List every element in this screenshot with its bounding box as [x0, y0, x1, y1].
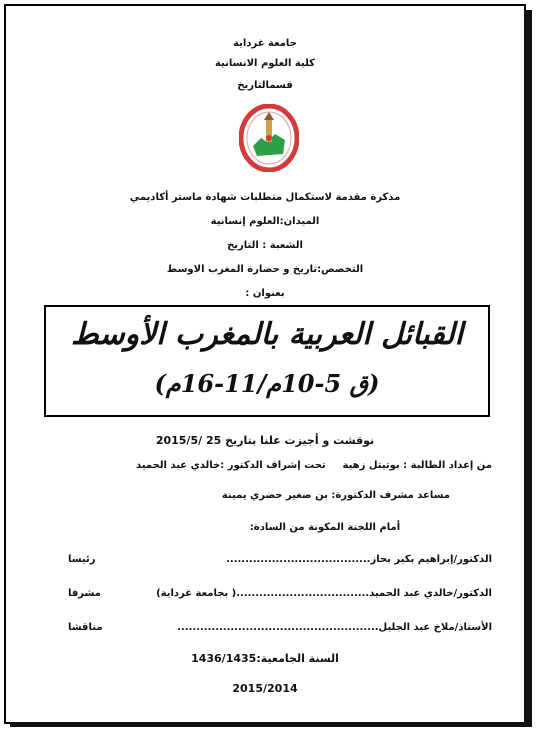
committee-member-name: الدكتور/إبراهيم بكير بحاز...................................... — [226, 554, 492, 565]
thesis-memo: مذكرة مقدمة لاستكمال متطلبات شهادة ماستر أكاديمي — [129, 192, 401, 203]
department-name: قسمالتاريخ — [237, 80, 293, 91]
thesis-title-box — [44, 305, 490, 417]
page-border-shadow-bottom — [10, 722, 532, 727]
assistant-supervisor: مساعد مشرف الدكتورة: بن صغير حضري يمينة — [221, 490, 450, 501]
committee-member-role: مناقشا — [68, 622, 103, 633]
student-name: من إعداد الطالبة : بوتيتل زهية — [342, 460, 492, 471]
thesis-title-dates: (ق 5-10م/11-16م) — [154, 369, 380, 398]
university-logo — [239, 104, 299, 172]
academic-year-hijri: السنة الجامعية:1436/1435 — [191, 652, 339, 665]
thesis-field: الميدان:العلوم إنسانية — [210, 216, 320, 227]
committee-heading: أمام اللجنة المكونة من السادة: — [249, 522, 401, 533]
thesis-specialty: التخصص:تاريخ و حضارة المغرب الاوسط — [166, 264, 364, 275]
committee-member-name: الدكتور/خالدي عبد الحميد...................................( بجامعة غرداية) — [156, 588, 492, 599]
thesis-title: القبائل العربية بالمغرب الأوسط — [70, 317, 464, 352]
faculty-name: كلية العلوم الانسانية — [215, 58, 315, 69]
thesis-branch: الشعبة : التاريخ — [227, 240, 303, 251]
page-border-shadow-right — [524, 10, 532, 726]
committee-member-role: رئيسا — [68, 554, 96, 565]
committee-member-role: مشرفا — [68, 588, 101, 599]
supervisor-name: تحت إشراف الدكتور :خالدي عبد الحميد — [136, 460, 326, 471]
academic-year-gregorian: 2015/2014 — [232, 682, 298, 695]
thesis-titled: بعنوان : — [245, 288, 285, 299]
committee-member-name: الأستاذ/ملاخ عبد الجليل..................................................... — [177, 622, 492, 633]
defense-date: نوقشت و أجيزت علنا بتاريخ 25 /2015/5 — [155, 434, 375, 447]
university-name: جامعة غرداية — [233, 38, 297, 49]
